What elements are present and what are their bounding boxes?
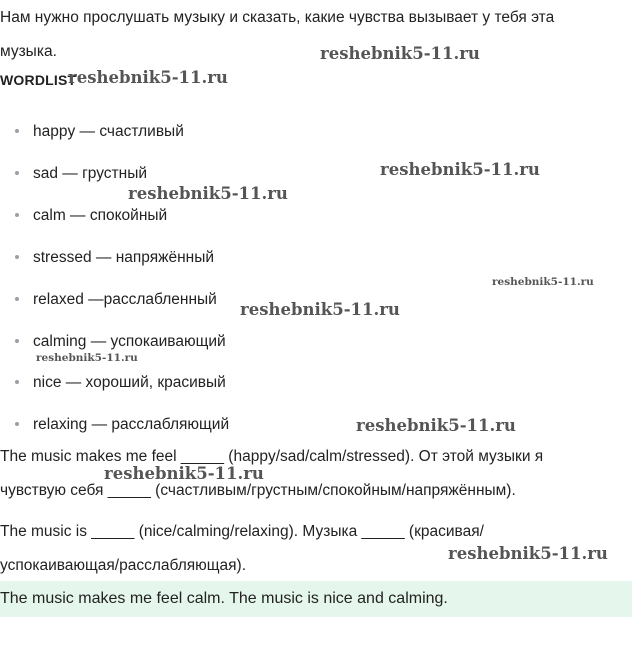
bullet-icon — [15, 422, 19, 426]
template-2-line-2: успокаивающая/расслабляющая). — [0, 557, 247, 574]
list-item — [15, 164, 147, 184]
watermark: reshebnik5-11.ru — [240, 300, 400, 319]
watermark: reshebnik5-11.ru — [128, 184, 288, 203]
list-item — [15, 290, 217, 310]
bullet-icon — [15, 255, 19, 259]
list-item-text: relaxing — расслабляющий — [33, 416, 230, 433]
list-item — [15, 332, 226, 352]
bullet-icon — [15, 213, 19, 217]
answer-box — [0, 581, 632, 617]
watermark: reshebnik5-11.ru — [492, 276, 594, 288]
bullet-icon — [15, 129, 19, 133]
watermark: reshebnik5-11.ru — [68, 68, 228, 87]
list-item-text: calm — спокойный — [33, 207, 168, 224]
bullet-icon — [15, 171, 19, 175]
watermark: reshebnik5-11.ru — [380, 160, 540, 179]
watermark: reshebnik5-11.ru — [36, 352, 138, 364]
template-1-line-2: чувствую себя _____ (счастливым/грустным/спокойным/напряжённым). — [0, 482, 516, 499]
list-item — [15, 122, 184, 142]
list-item-text: nice — хороший, красивый — [33, 374, 226, 391]
list-item — [15, 206, 167, 226]
watermark: reshebnik5-11.ru — [356, 416, 516, 435]
list-item — [15, 415, 229, 435]
watermark: reshebnik5-11.ru — [320, 44, 480, 63]
watermark: reshebnik5-11.ru — [448, 544, 608, 563]
list-item-text: stressed — напряжённый — [33, 249, 215, 266]
list-item — [15, 248, 214, 268]
answer-text: The music makes me feel calm. The music is nice and calming. — [0, 590, 448, 607]
intro-line-2: музыка. — [0, 43, 57, 60]
watermark: reshebnik5-11.ru — [104, 464, 264, 483]
wordlist-heading: WORDLIST — [0, 72, 77, 88]
list-item-text: sad — грустный — [33, 165, 147, 182]
list-item-text: relaxed —расслабленный — [33, 291, 217, 308]
list-item — [15, 373, 226, 393]
template-1-line-1: The music makes me feel _____ (happy/sad/calm/stressed). От этой музыки я — [0, 448, 544, 465]
intro-line-1: Нам нужно прослушать музыку и сказать, какие чувства вызывает у тебя эта — [0, 9, 555, 26]
bullet-icon — [15, 380, 19, 384]
list-item-text: calming — успокаивающий — [33, 333, 226, 350]
template-2-line-1: The music is _____ (nice/calming/relaxing). Музыка _____ (красивая/ — [0, 523, 484, 540]
list-item-text: happy — счастливый — [33, 123, 184, 140]
bullet-icon — [15, 297, 19, 301]
bullet-icon — [15, 339, 19, 343]
